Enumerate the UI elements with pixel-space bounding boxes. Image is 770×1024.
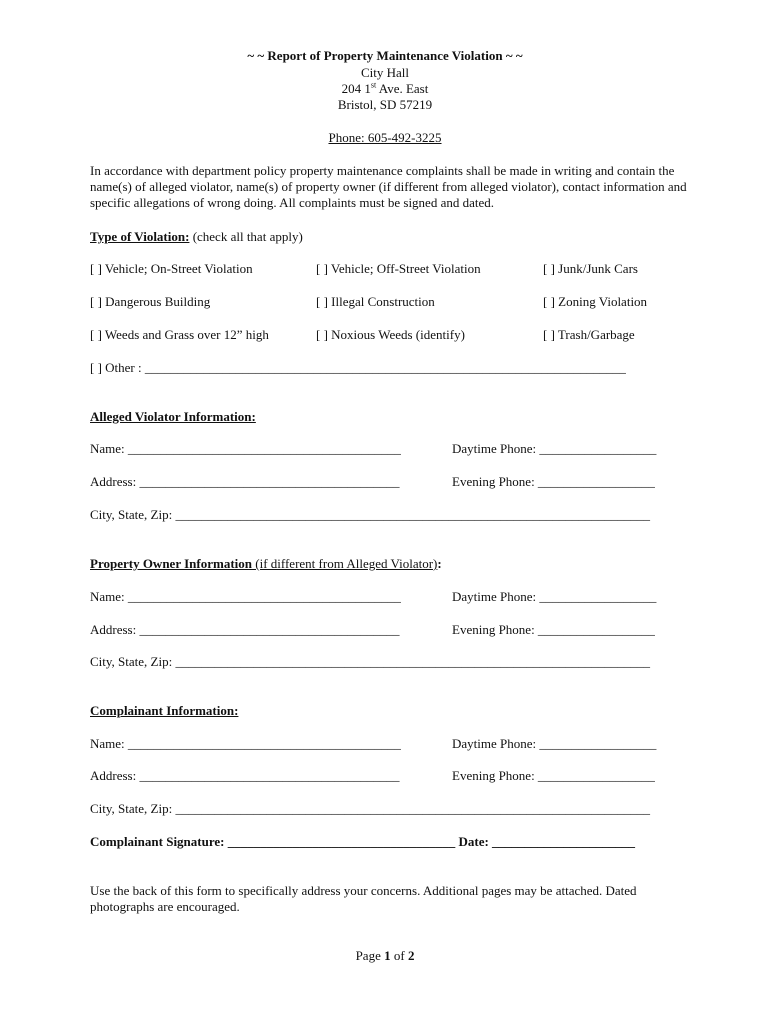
alleged-violator-heading: Alleged Violator Information: <box>90 409 256 424</box>
checkbox-dangerous-building[interactable]: [ ] Dangerous Building <box>90 294 211 309</box>
owner-evening-phone-field[interactable]: Evening Phone: __________________ <box>452 622 655 637</box>
header-phone: Phone: 605-492-3225 <box>328 130 442 145</box>
complainant-heading: Complainant Information: <box>90 703 239 718</box>
closing-paragraph: Use the back of this form to specifically address your concerns. Additional pages may be attached. Dated photographs are encouraged. <box>90 883 637 914</box>
owner-name-field[interactable]: Name: __________________________________________ <box>90 589 401 604</box>
alleged-address-field[interactable]: Address: ________________________________________ <box>90 474 400 489</box>
alleged-evening-phone-field[interactable]: Evening Phone: __________________ <box>452 474 655 489</box>
checkbox-vehicle-off-street[interactable]: [ ] Vehicle; Off-Street Violation <box>316 261 481 276</box>
complainant-evening-phone-field[interactable]: Evening Phone: __________________ <box>452 768 655 783</box>
owner-daytime-phone-field[interactable]: Daytime Phone: __________________ <box>452 589 657 604</box>
complainant-city-state-zip-field[interactable]: City, State, Zip: _________________________________________________________________________ <box>90 801 650 816</box>
violation-heading: Type of Violation: (check all that apply) <box>90 229 303 244</box>
intro-paragraph: In accordance with department policy property maintenance complaints shall be made in writing and contain the name(s) of alleged violator, name(s) of property owner (if different from alleged violator), contact information and specific allegations of wrong doing. All complaints must be signed and dated. <box>90 163 687 210</box>
complainant-address-field[interactable]: Address: ________________________________________ <box>90 768 400 783</box>
alleged-city-state-zip-field[interactable]: City, State, Zip: _________________________________________________________________________ <box>90 507 650 522</box>
complainant-signature-field[interactable]: Complainant Signature: ___________________________________ Date: ______________________ <box>90 834 636 849</box>
form-title: ~ ~ Report of Property Maintenance Violation ~ ~ <box>247 48 523 63</box>
property-owner-heading: Property Owner Information (if different from Alleged Violator): <box>90 556 442 571</box>
alleged-name-field[interactable]: Name: __________________________________________ <box>90 441 401 456</box>
checkbox-zoning-violation[interactable]: [ ] Zoning Violation <box>543 294 648 309</box>
complainant-name-field[interactable]: Name: __________________________________________ <box>90 736 401 751</box>
checkbox-vehicle-on-street[interactable]: [ ] Vehicle; On-Street Violation <box>90 261 253 276</box>
owner-address-field[interactable]: Address: ________________________________________ <box>90 622 400 637</box>
header-city: Bristol, SD 57219 <box>337 97 433 112</box>
checkbox-trash-garbage[interactable]: [ ] Trash/Garbage <box>543 327 635 342</box>
alleged-daytime-phone-field[interactable]: Daytime Phone: __________________ <box>452 441 657 456</box>
page-number: Page 1 of 2 <box>355 948 415 963</box>
owner-city-state-zip-field[interactable]: City, State, Zip: _________________________________________________________________________ <box>90 654 650 669</box>
header-line1: City Hall <box>360 65 410 80</box>
checkbox-noxious-weeds[interactable]: [ ] Noxious Weeds (identify) <box>316 327 465 342</box>
checkbox-weeds-grass[interactable]: [ ] Weeds and Grass over 12” high <box>90 327 269 342</box>
header-address: 204 1st Ave. East <box>341 80 429 96</box>
checkbox-junk-cars[interactable]: [ ] Junk/Junk Cars <box>543 261 638 276</box>
checkbox-other[interactable]: [ ] Other : __________________________________________________________________________ <box>90 360 626 375</box>
checkbox-illegal-construction[interactable]: [ ] Illegal Construction <box>316 294 435 309</box>
complainant-daytime-phone-field[interactable]: Daytime Phone: __________________ <box>452 736 657 751</box>
